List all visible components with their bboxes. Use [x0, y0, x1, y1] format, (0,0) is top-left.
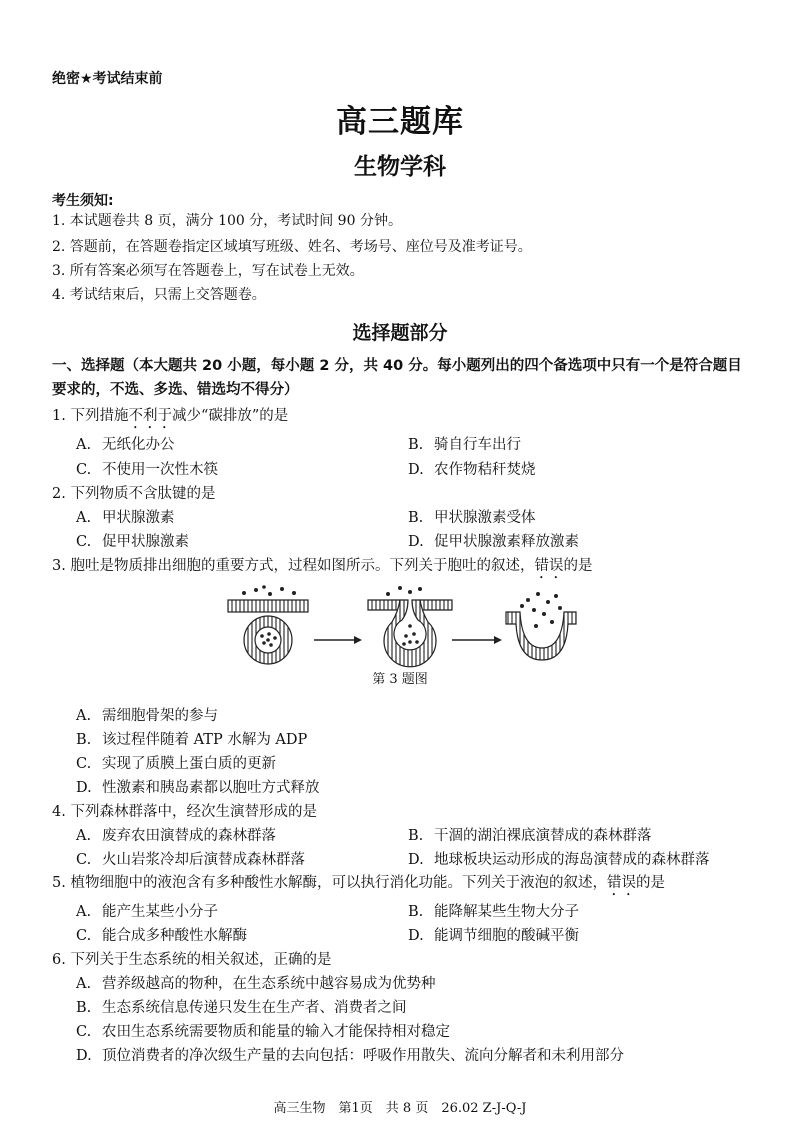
option-text: 生态系统信息传递只发生在生产者、消费者之间: [102, 1000, 407, 1016]
option-letter: B.: [408, 904, 424, 920]
question-5-stem: [52, 871, 665, 899]
option-letter: A.: [76, 976, 92, 992]
option-text: 甲状腺激素: [102, 510, 175, 526]
option-text: 性激素和胰岛素都以胞吐方式释放: [102, 780, 320, 796]
option-letter: B.: [408, 437, 424, 453]
stem-text: 5. 植物细胞中的液泡含有多种酸性水解酶，可以执行消化功能。下列关于液泡的叙述，: [52, 875, 607, 891]
notice-item: 2. 答题前，在答题卷指定区域填写班级、姓名、考场号、座位号及准考证号。: [52, 239, 532, 255]
q3-option-c: [76, 752, 276, 773]
option-letter: D.: [76, 780, 92, 796]
option-text: 废弃农田演替成的森林群落: [102, 828, 276, 844]
option-text: 顶位消费者的净次级生产量的去向包括：呼吸作用散失、流向分解者和未利用部分: [102, 1048, 624, 1064]
question-3-stem: [52, 554, 592, 582]
subject-title: 生物学科: [354, 153, 446, 180]
stem-emphasis: 错误: [606, 875, 636, 891]
option-letter: C.: [76, 462, 92, 478]
q2-option-b: [408, 506, 536, 527]
figure-caption: 第 3 题图: [372, 672, 428, 687]
q2-option-c: [76, 530, 189, 551]
q5-option-d: [408, 924, 579, 945]
option-letter: A.: [76, 510, 92, 526]
q2-option-a: [76, 506, 175, 527]
notice-item: 3. 所有答案必须写在答题卷上，写在试卷上无效。: [52, 263, 364, 279]
q2-option-d: [408, 530, 579, 551]
section-instructions: 一、选择题（本大题共 20 小题，每小题 2 分，共 40 分。每小题列出的四个备选项中只有一个是符合题目要求的，不选、多选、错选均不得分）: [52, 358, 742, 398]
q1-option-b: [408, 433, 521, 454]
option-letter: D.: [408, 462, 424, 478]
q6-option-b: [76, 996, 407, 1017]
option-letter: B.: [408, 510, 424, 526]
q1-option-d: [408, 458, 536, 479]
option-letter: C.: [76, 1024, 92, 1040]
option-text: 该过程伴随着 ATP 水解为 ADP: [102, 732, 308, 748]
option-text: 农作物秸秆焚烧: [434, 462, 536, 478]
option-letter: D.: [408, 534, 424, 550]
page-title: 高三题库: [336, 104, 464, 140]
stem-text: 减少“碳排放”的是: [171, 408, 289, 424]
question-6-stem: 6. 下列关于生态系统的相关叙述，正确的是: [52, 952, 332, 968]
stage-1-vesicle: [228, 585, 308, 664]
notice-heading: 考生须知:: [52, 193, 114, 209]
section-title: 选择题部分: [352, 322, 448, 344]
q1-option-a: [76, 433, 175, 454]
option-text: 营养级越高的物种，在生态系统中越容易成为优势种: [102, 976, 436, 992]
option-text: 火山岩浆冷却后演替成森林群落: [102, 852, 305, 868]
q3-option-b: [76, 728, 307, 749]
option-letter: B.: [76, 732, 92, 748]
option-letter: C.: [76, 928, 92, 944]
option-text: 能调节细胞的酸碱平衡: [434, 928, 579, 944]
notice-item: 1. 本试题卷共 8 页，满分 100 分，考试时间 90 分钟。: [52, 213, 402, 229]
option-text: 促甲状腺激素: [102, 534, 189, 550]
arrow-1-head: [354, 636, 362, 644]
option-text: 需细胞骨架的参与: [102, 708, 218, 724]
stage-3-release: [506, 592, 576, 660]
option-letter: B.: [408, 828, 424, 844]
q3-option-d: [76, 776, 320, 797]
q6-option-a: [76, 972, 436, 993]
q3-option-a: [76, 704, 218, 725]
option-text: 骑自行车出行: [434, 437, 521, 453]
option-text: 能合成多种酸性水解酶: [102, 928, 247, 944]
option-text: 农田生态系统需要物质和能量的输入才能保持相对稳定: [102, 1024, 450, 1040]
q6-option-c: [76, 1020, 450, 1041]
option-letter: C.: [76, 852, 92, 868]
stem-text: 1. 下列措施: [52, 408, 129, 424]
option-letter: B.: [76, 1000, 92, 1016]
option-text: 能降解某些生物大分子: [434, 904, 579, 920]
option-text: 能产生某些小分子: [102, 904, 218, 920]
q6-option-d: [76, 1044, 624, 1065]
stem-emphasis: 不利于: [128, 408, 172, 424]
option-text: 甲状腺激素受体: [434, 510, 536, 526]
stem-text: 的是: [635, 875, 665, 891]
page-footer: 高三生物 第1页 共 8 页 26.02 Z-J-Q-J: [273, 1101, 527, 1116]
confidential-label: 绝密★考试结束前: [52, 71, 163, 87]
option-letter: C.: [76, 756, 92, 772]
stem-text: 的是: [563, 558, 593, 574]
notice-item: 4. 考试结束后，只需上交答题卷。: [52, 287, 266, 303]
q4-option-b: [408, 824, 652, 845]
option-letter: A.: [76, 437, 92, 453]
option-text: 不使用一次性木筷: [102, 462, 218, 478]
q5-option-a: [76, 900, 218, 921]
option-text: 地球板块运动形成的海岛演替成的森林群落: [434, 852, 710, 868]
q5-option-b: [408, 900, 579, 921]
option-letter: D.: [408, 852, 424, 868]
q4-option-c: [76, 848, 305, 869]
stem-emphasis: 错误: [534, 558, 564, 574]
option-text: 无纸化办公: [102, 437, 175, 453]
q4-option-d: [408, 848, 710, 869]
option-letter: A.: [76, 904, 92, 920]
arrow-2-head: [494, 636, 502, 644]
option-letter: A.: [76, 708, 92, 724]
option-letter: C.: [76, 534, 92, 550]
q1-option-c: [76, 458, 218, 479]
exocytosis-diagram: [222, 582, 578, 674]
option-letter: D.: [408, 928, 424, 944]
stage-2-fusion: [368, 586, 452, 667]
question-2-stem: 2. 下列物质不含肽键的是: [52, 486, 216, 502]
option-text: 促甲状腺激素释放激素: [434, 534, 579, 550]
option-text: 干涸的湖泊裸底演替成的森林群落: [434, 828, 652, 844]
option-letter: D.: [76, 1048, 92, 1064]
question-1-stem: [52, 404, 288, 432]
option-letter: A.: [76, 828, 92, 844]
q4-option-a: [76, 824, 276, 845]
stem-text: 3. 胞吐是物质排出细胞的重要方式，过程如图所示。下列关于胞吐的叙述，: [52, 558, 535, 574]
option-text: 实现了质膜上蛋白质的更新: [102, 756, 276, 772]
question-4-stem: 4. 下列森林群落中，经次生演替形成的是: [52, 804, 317, 820]
q5-option-c: [76, 924, 247, 945]
